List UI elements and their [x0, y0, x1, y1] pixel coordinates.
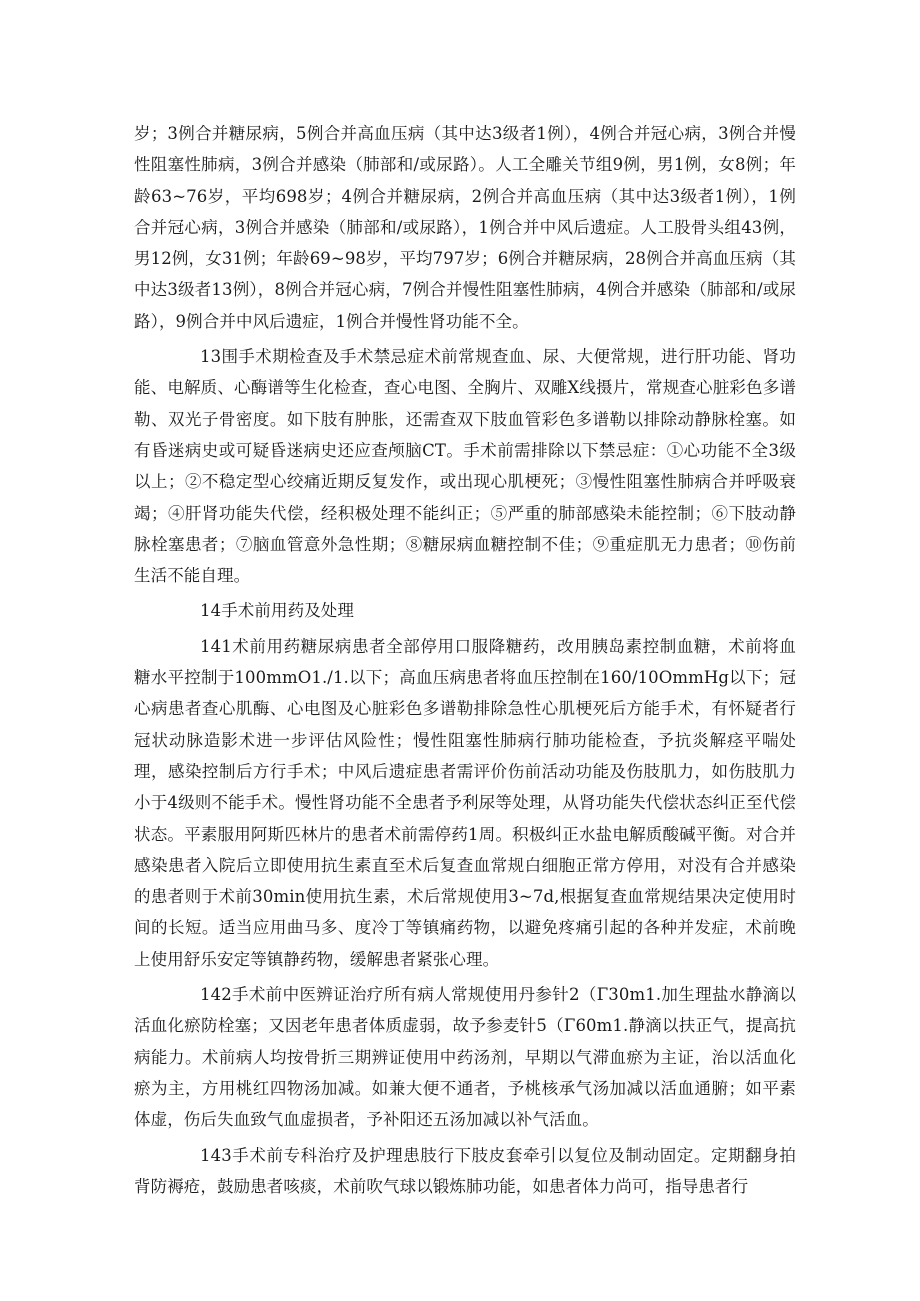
paragraph-patient-groups: 岁；3例合并糖尿病，5例合并高血压病（其中达3级者1例），4例合并冠心病，3例合并慢性阻塞性肺病，3例合并感染（肺部和/或尿路）。人工全雕关节组9例，男1例，女8例；年龄63~76岁，平均698岁；4例合并糖尿病，2例合并高血压病（其中达3级者1例），1例合并冠心病，3例合并感染（肺部和/或尿路），1例合并中风后遗症。人工股骨头组43例，男12例，女31例；年龄69~98岁，平均797岁；6例合并糖尿病，28例合并高血压病（其中达3级者13例），8例合并冠心病，7例合并慢性阻塞性肺病，4例合并感染（肺部和/或尿路），9例合并中风后遗症，1例合并慢性肾功能不全。: [134, 124, 796, 331]
section-heading-1-4: 14手术前用药及处理: [200, 601, 354, 621]
paragraph-section-1-4-3: 143手术前专科治疗及护理患肢行下肢皮套牵引以复位及制动固定。定期翻身拍背防褥疮，鼓励患者咳痰，术前吹气球以锻炼肺功能，如患者体力尚可，指导患者行: [134, 1145, 796, 1196]
paragraph-section-1-3: 13围手术期检查及手术禁忌症术前常规查血、尿、大便常规，进行肝功能、肾功能、电解质、心酶谱等生化检查，查心电图、全胸片、双雕X线摄片，常规查心脏彩色多谱勒、双光子骨密度。如下肢有肿胀，还需查双下肢血管彩色多谱勒以排除动静脉栓塞。如有昏迷病史或可疑昏迷病史还应查颅脑CT。手术前需排除以下禁忌症：①心功能不全3级以上；②不稳定型心绞痛近期反复发作，或出现心肌梗死；③慢性阻塞性肺病合并呼吸衰竭；④肝肾功能失代偿，经积极处理不能纠正；⑤严重的肺部感染未能控制；⑥下肢动静脉栓塞患者；⑦脑血管意外急性期；⑧糖尿病血糖控制不佳；⑨重症肌无力患者；⑩伤前生活不能自理。: [134, 347, 796, 586]
paragraph-section-1-4-2: 142手术前中医辨证治疗所有病人常规使用丹参针2（Γ30m1.加生理盐水静滴以活血化瘀防栓塞；又因老年患者体质虚弱，故予参麦针5（Γ60m1.静滴以扶正气，提高抗病能力。术前病人均按骨折三期辨证使用中药汤剂，早期以气滞血瘀为主证，治以活血化瘀为主，方用桃红四物汤加减。如兼大便不通者，予桃核承气汤加减以活血通腑；如平素体虚，伤后失血致气血虚损者，予补阳还五汤加减以补气活血。: [134, 985, 796, 1130]
paragraph-section-1-4-1: 141术前用药糖尿病患者全部停用口服降糖药，改用胰岛素控制血糖，术前将血糖水平控制于100mmO1./1.以下；高血压病患者将血压控制在160/10OmmHg以下；冠心病患者查心肌酶、心电图及心脏彩色多谱勒排除急性心肌梗死后方能手术，有怀疑者行冠状动脉造影术进一步评估风险性；慢性阻塞性肺病行肺功能检查，予抗炎解痉平喘处理，感染控制后方行手术；中风后遗症患者需评价伤前活动功能及伤肢肌力，如伤肢肌力小于4级则不能手术。慢性肾功能不全患者予利尿等处理，从肾功能失代偿状态纠正至代偿状态。平素服用阿斯匹林片的患者术前需停药1周。积极纠正水盐电解质酸碱平衡。对合并感染患者入院后立即使用抗生素直至术后复查血常规白细胞正常方停用，对没有合并感染的患者则于术前30min使用抗生素，术后常规使用3~7d,根据复查血常规结果决定使用时间的长短。适当应用曲马多、度冷丁等镇痛药物，以避免疼痛引起的各种并发症，术前晚上使用舒乐安定等镇静药物，缓解患者紧张心理。: [134, 636, 796, 969]
document-page: [134, 118, 796, 1202]
